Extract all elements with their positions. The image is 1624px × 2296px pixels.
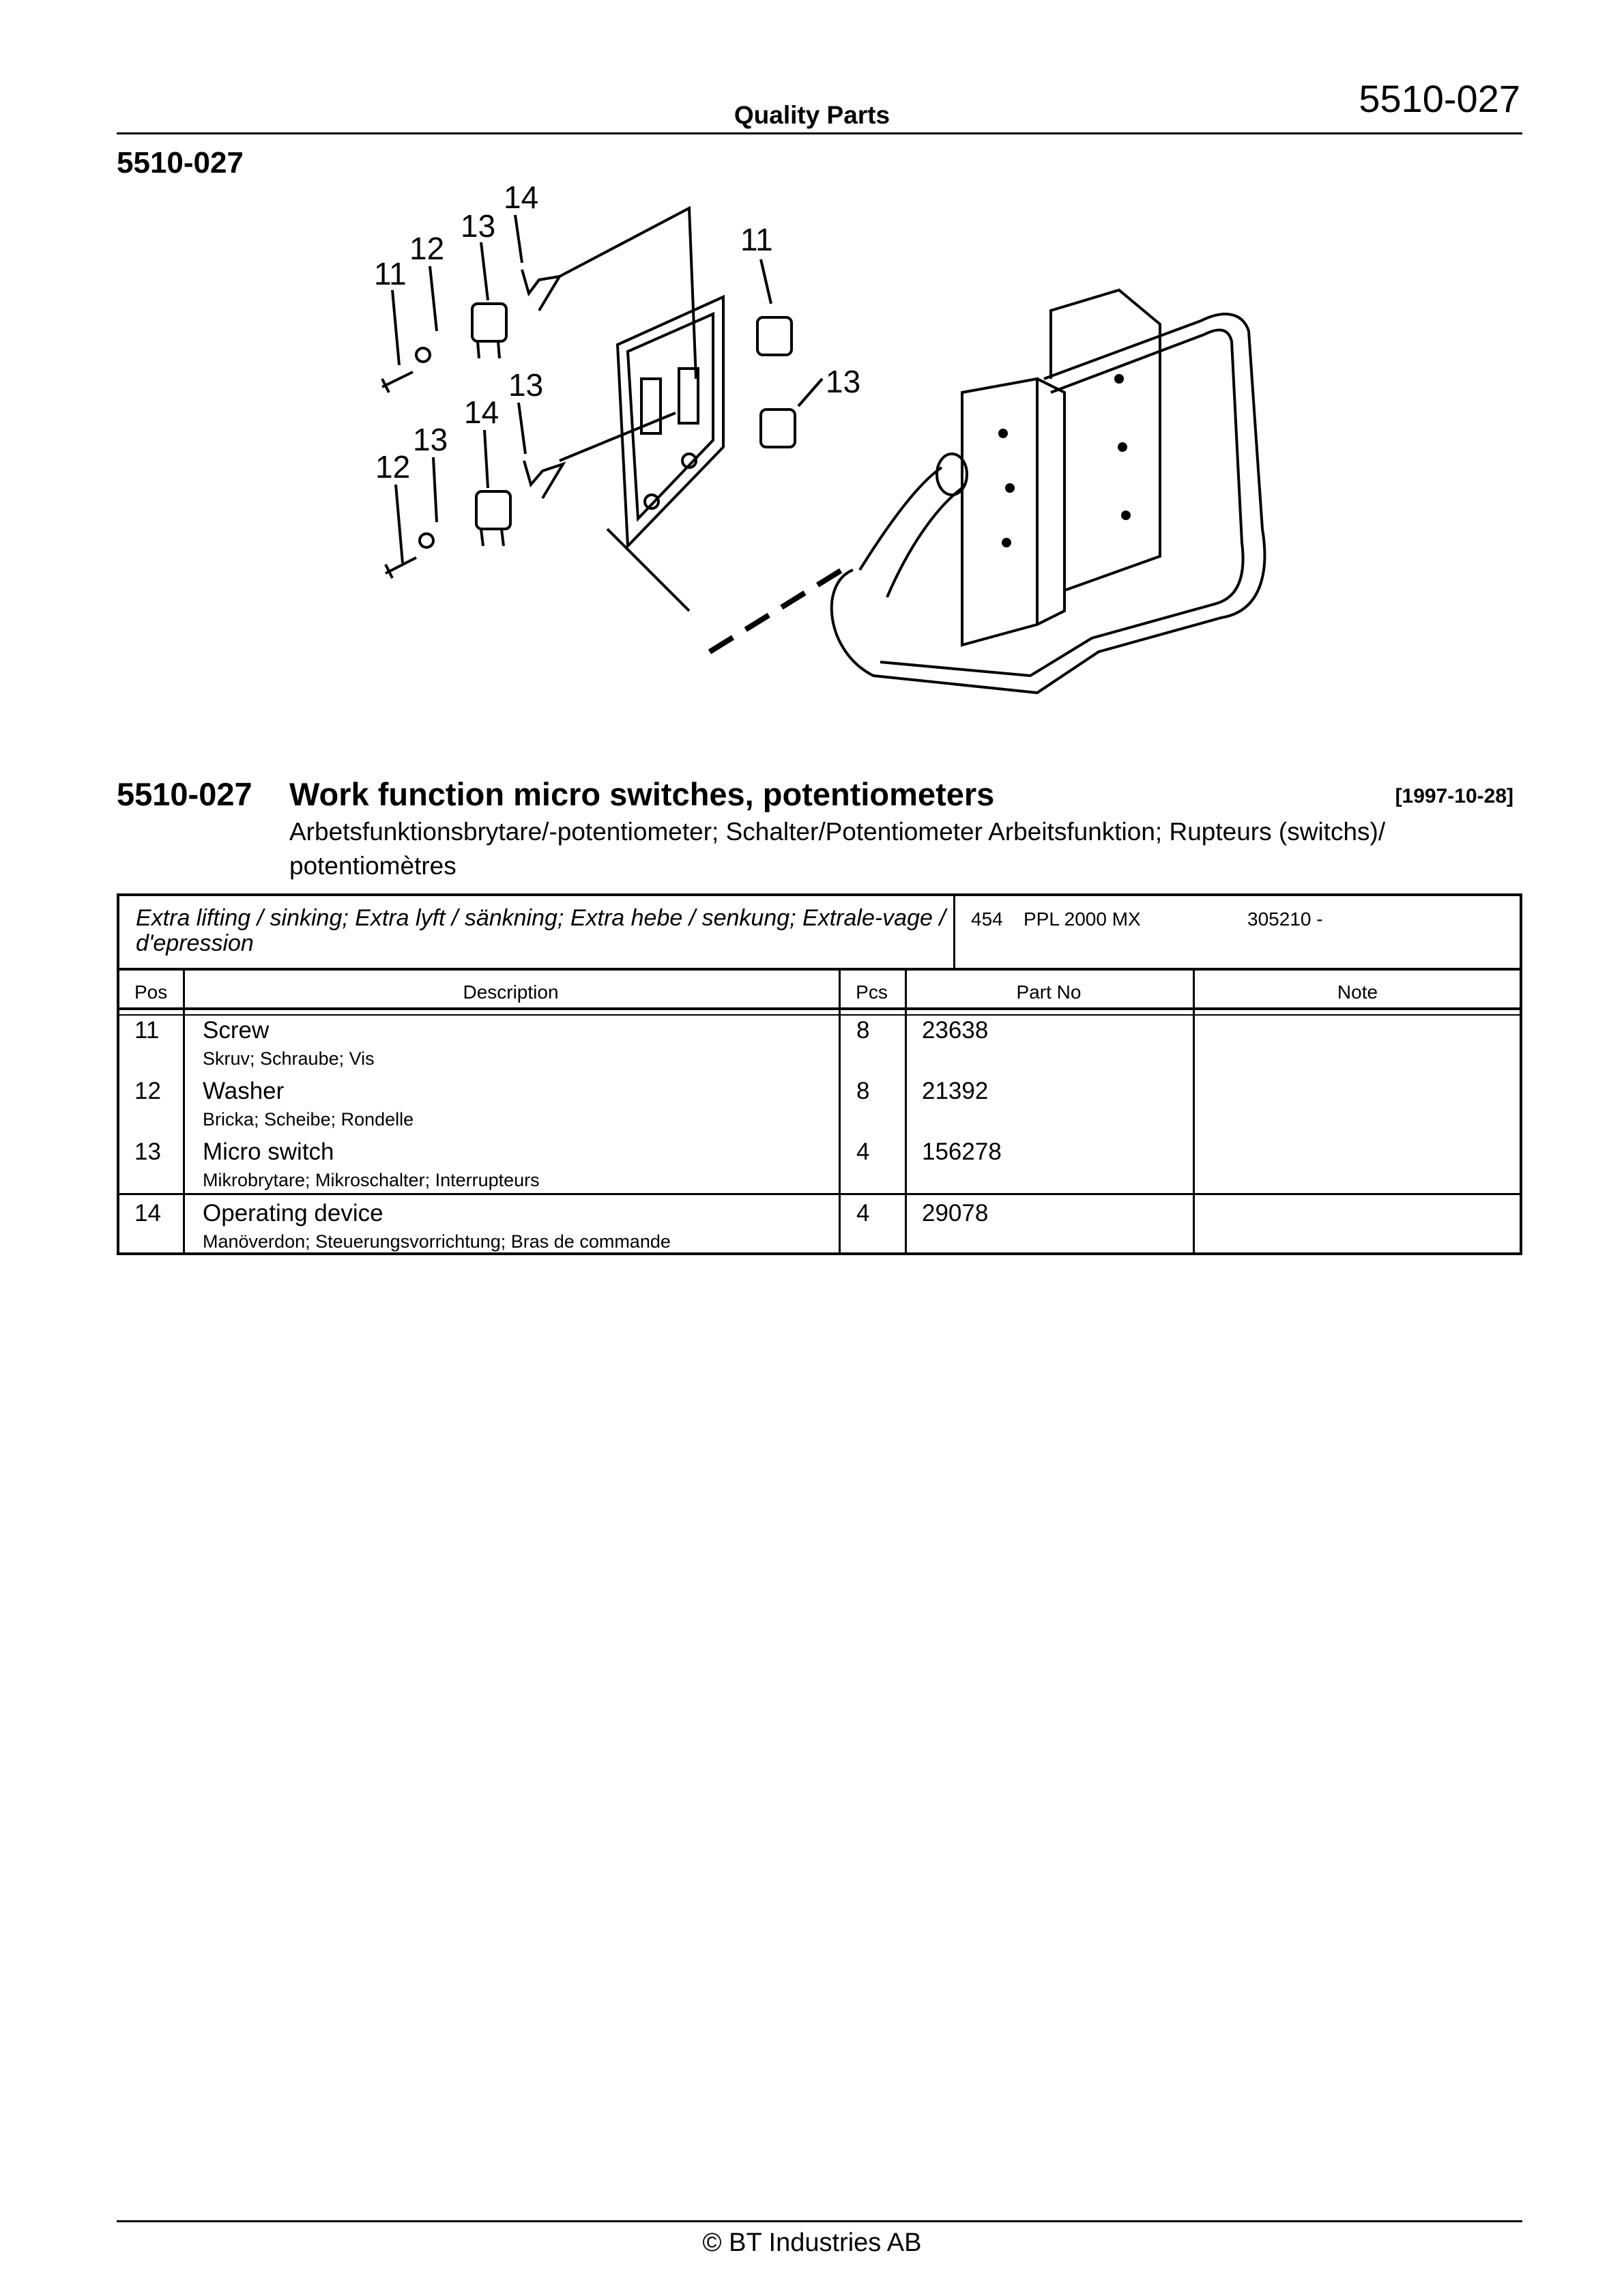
header-rule bbox=[117, 132, 1522, 134]
callout-label: 14 bbox=[504, 180, 539, 215]
footer-copyright: © BT Industries AB bbox=[702, 2228, 922, 2257]
callout-label: 13 bbox=[413, 422, 448, 457]
column-header-description: Description bbox=[463, 981, 559, 1003]
row-pos: 13 bbox=[134, 1138, 161, 1165]
footer-rule bbox=[117, 2220, 1522, 2222]
col-divider bbox=[1193, 968, 1195, 1252]
parts-table bbox=[117, 968, 1522, 1255]
model-name: PPL 2000 MX bbox=[1024, 908, 1141, 930]
row-part-no: 156278 bbox=[922, 1138, 1002, 1165]
brand-title: Quality Parts bbox=[734, 101, 890, 129]
row-description: Micro switch bbox=[203, 1138, 334, 1165]
page-title: Work function micro switches, potentiometers bbox=[289, 776, 995, 812]
row-translation: Mikrobrytare; Mikroschalter; Interrupteurs bbox=[203, 1170, 540, 1190]
callout-label: 11 bbox=[374, 256, 407, 291]
row-translation: Manöverdon; Steuerungsvorrichtung; Bras de commande bbox=[203, 1231, 671, 1252]
row-translation: Bricka; Scheibe; Rondelle bbox=[203, 1109, 414, 1130]
serial-range: 305210 - bbox=[1247, 908, 1323, 930]
row-pcs: 4 bbox=[856, 1138, 870, 1165]
col-divider bbox=[905, 968, 907, 1252]
row-part-no: 23638 bbox=[922, 1017, 989, 1044]
row-part-no: 29078 bbox=[922, 1200, 989, 1226]
row-pcs: 8 bbox=[856, 1078, 870, 1104]
callout-label: 13 bbox=[461, 208, 496, 244]
callout-label: 11 bbox=[740, 222, 773, 257]
row-part-no: 21392 bbox=[922, 1078, 989, 1104]
row-description: Operating device bbox=[203, 1200, 383, 1226]
column-header-note: Note bbox=[1337, 981, 1378, 1003]
section-code: 5510-027 bbox=[117, 146, 244, 180]
callout-label: 14 bbox=[464, 394, 499, 430]
row-divider bbox=[119, 1014, 1520, 1016]
row-description: Screw bbox=[203, 1017, 270, 1044]
callout-label: 12 bbox=[375, 449, 411, 485]
title-translations: Arbetsfunktionsbrytare/-potentiometer; Schalter/Potentiometer Arbeitsfunktion; Rupteurs (switchs)/ potentiomètres bbox=[289, 818, 1386, 880]
variant-description: Extra lifting / sinking; Extra lyft / sänkning; Extra hebe / senkung; Extrale-vage / d'epression bbox=[136, 905, 946, 956]
title-date: [1997-10-28] bbox=[1395, 785, 1513, 807]
model-number: 454 bbox=[971, 908, 1003, 930]
col-divider bbox=[839, 968, 841, 1252]
column-header-pcs: Pcs bbox=[856, 981, 888, 1003]
column-header-pos: Pos bbox=[134, 981, 168, 1003]
callout-label: 13 bbox=[826, 364, 861, 399]
variant-box bbox=[117, 893, 1522, 971]
row-divider bbox=[119, 1193, 1520, 1195]
row-pcs: 4 bbox=[856, 1200, 870, 1226]
row-pos: 12 bbox=[134, 1078, 161, 1104]
row-translation: Skruv; Schraube; Vis bbox=[203, 1048, 375, 1069]
title-code: 5510-027 bbox=[117, 776, 252, 812]
row-pos: 11 bbox=[134, 1017, 160, 1044]
callout-label: 13 bbox=[508, 367, 544, 403]
document-code: 5510-027 bbox=[1359, 77, 1520, 120]
col-divider bbox=[183, 968, 185, 1252]
divider bbox=[953, 896, 955, 968]
row-divider bbox=[119, 1007, 1520, 1010]
row-pos: 14 bbox=[134, 1200, 161, 1226]
row-pcs: 8 bbox=[856, 1017, 870, 1044]
row-description: Washer bbox=[203, 1078, 285, 1104]
column-header-part-no: Part No bbox=[1016, 981, 1082, 1003]
exploded-parts-diagram bbox=[355, 174, 1283, 747]
callout-label: 12 bbox=[409, 231, 445, 266]
